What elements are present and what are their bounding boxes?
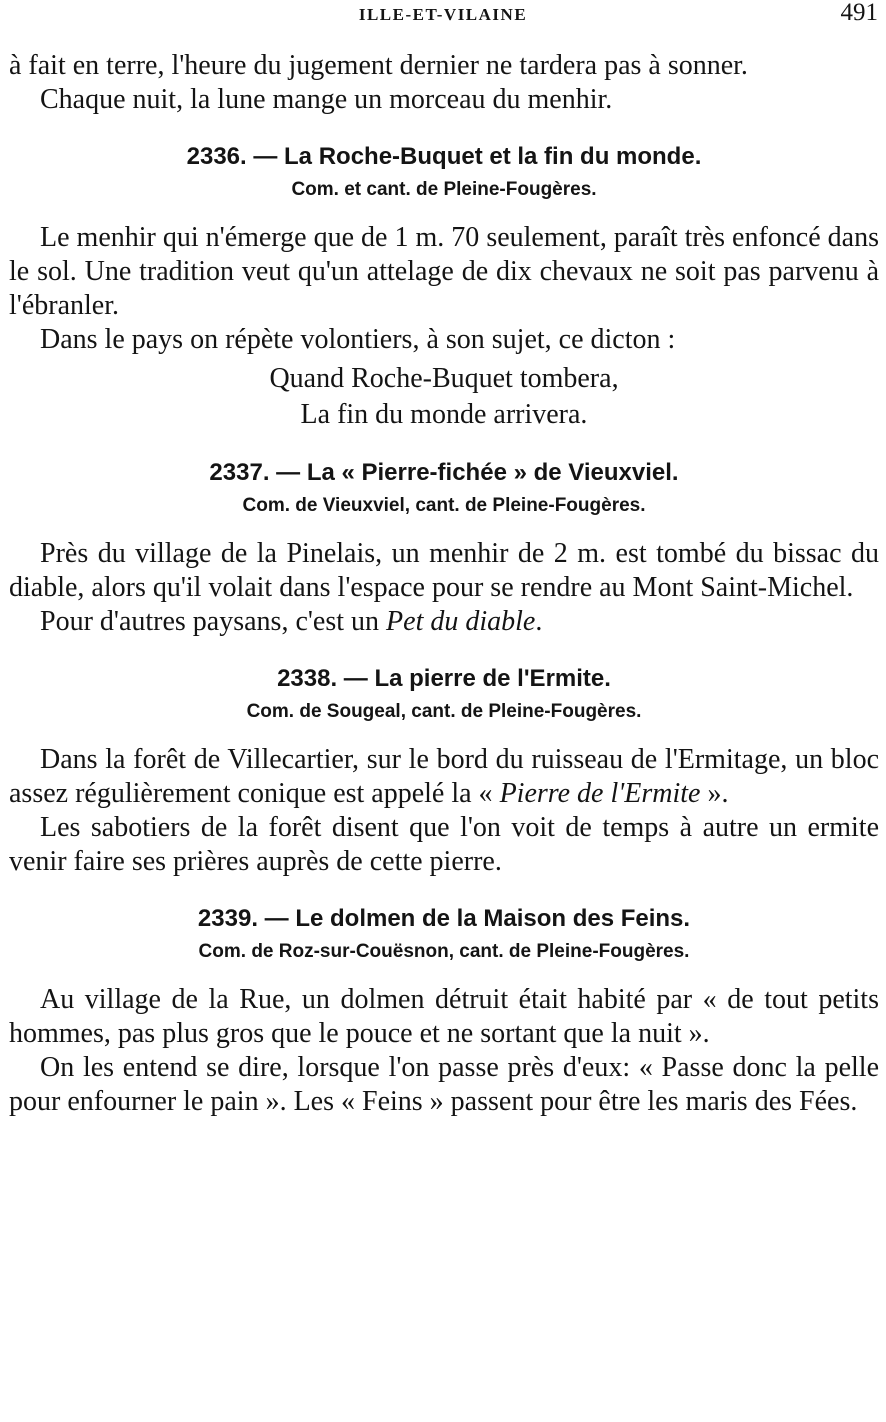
body-text: [9, 49, 879, 1119]
entry-2337-p2-end: .: [535, 606, 543, 637]
entry-2338-p1-end: ».: [700, 778, 729, 809]
entry-2337-p2-start: Pour d'autres paysans, c'est un: [40, 606, 387, 637]
entry-2339-title: 2339. — Le dolmen de la Maison des Feins.: [197, 905, 691, 932]
entry-2337-paragraph-1: Près du village de la Pinelais, un menhir de 2 m. est tombé du bissac du diable, alors qu'il volait dans l'espace pour se rendre au Mont Saint-Michel.: [9, 538, 879, 603]
verse-line-2: La fin du monde arrivera.: [300, 399, 588, 430]
intro-paragraph-1: à fait en terre, l'heure du jugement dernier ne tardera pas à sonner.: [9, 50, 748, 81]
entry-2338-paragraph-1: [9, 743, 879, 811]
dicton-verse: [9, 361, 879, 433]
entry-2337-paragraph-2: [9, 605, 879, 639]
entry-2338-location: Com. de Sougeal, cant. de Pleine-Fougères.: [246, 701, 642, 722]
entry-2338-p1-italic: Pierre de l'Ermite: [499, 778, 701, 809]
entry-2339-location: Com. de Roz-sur-Couësnon, cant. de Pleine-Fougères.: [198, 941, 690, 962]
entry-2336-title: 2336. — La Roche-Buquet et la fin du monde.: [186, 143, 702, 170]
entry-2338-title: 2338. — La pierre de l'Ermite.: [277, 665, 611, 692]
entry-2338-paragraph-2: Les sabotiers de la forêt disent que l'on voit de temps à autre un ermite venir faire ses prières auprès de cette pierre.: [9, 812, 879, 877]
entry-2339-paragraph-2: On les entend se dire, lorsque l'on passe près d'eux: « Passe donc la pelle pour enfourner le pain ». Les « Feins » passent pour être les maris des Fées.: [9, 1052, 879, 1117]
entry-2338-p1-start: Dans la forêt de Villecartier, sur le bord du ruisseau de l'Ermitage, un bloc assez régulièrement conique est appelé la «: [9, 744, 879, 809]
intro-paragraph-2: Chaque nuit, la lune mange un morceau du menhir.: [40, 84, 613, 115]
entry-2337-location: Com. de Vieuxviel, cant. de Pleine-Fougères.: [242, 495, 646, 516]
entry-2336-paragraph-1: Le menhir qui n'émerge que de 1 m. 70 seulement, paraît très enfoncé dans le sol. Une tradition veut qu'un attelage de dix chevaux ne soit pas parvenu à l'ébranler.: [9, 222, 879, 321]
running-head: [0, 2, 886, 26]
entry-2339-paragraph-1: Au village de la Rue, un dolmen détruit était habité par « de tout petits hommes, pas plus gros que le pouce et ne sortant que la nuit ».: [9, 984, 879, 1049]
entry-2336-location: Com. et cant. de Pleine-Fougères.: [291, 179, 597, 200]
page-number: 491: [840, 0, 878, 26]
entry-2337-p2-italic: Pet du diable: [386, 606, 536, 637]
entry-2336-paragraph-2: Dans le pays on répète volontiers, à son sujet, ce dicton :: [40, 324, 676, 355]
entry-2337-title: 2337. — La « Pierre-fichée » de Vieuxviel.: [209, 459, 679, 486]
verse-line-1: Quand Roche-Buquet tombera,: [269, 363, 619, 394]
running-title: ILLE-ET-VILAINE: [358, 5, 528, 24]
